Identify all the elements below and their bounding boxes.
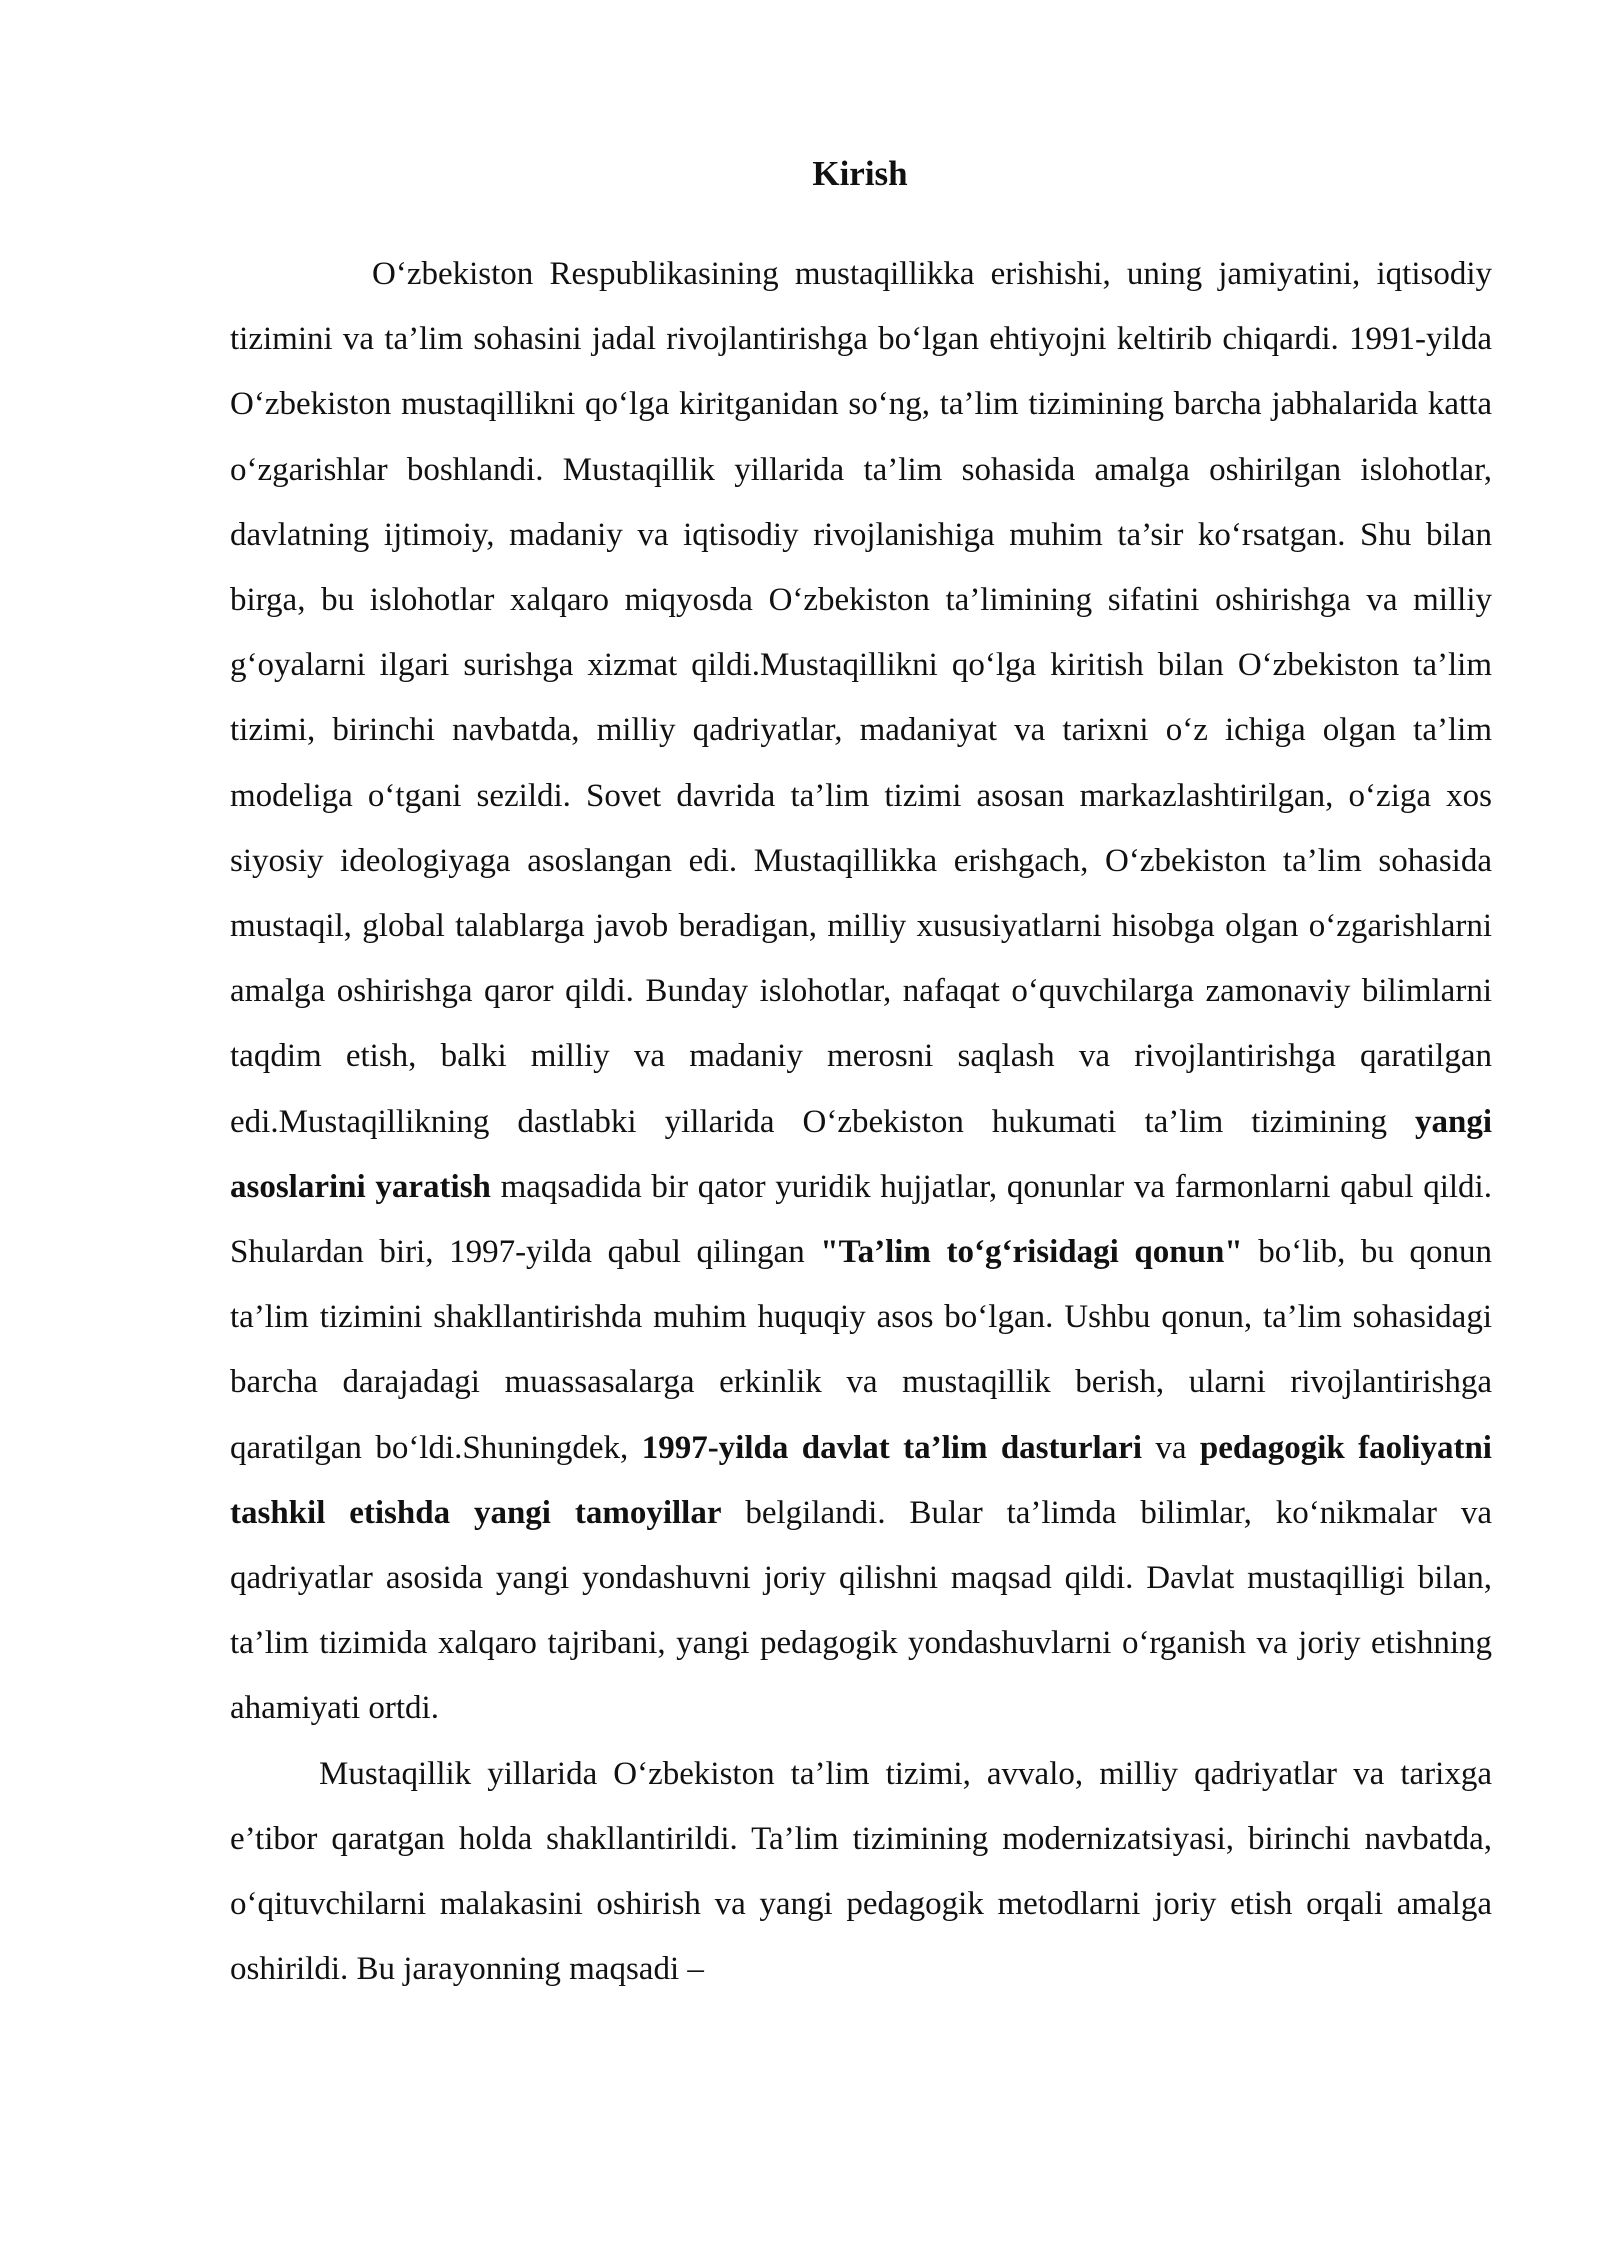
paragraph-1-text-4: va — [1141, 1429, 1200, 1466]
paragraph-2-text-1: Mustaqillik yillarida O‘zbekiston ta’lim tizimi, avvalo, milliy qadriyatlar va tarixga e’tibor qaratgan holda shakllantirildi. Ta’lim tizimining modernizatsiyasi, birinchi navbatda, o‘qituvchilarni malakasini oshirish va yangi pedagogik metodlarni joriy etish orqali amalga oshirildi. Bu jarayonning maqsadi – — [230, 1755, 1492, 1988]
paragraph-1-text-1: O‘zbekiston Respublikasining mustaqillikka erishishi, uning jamiyatini, iqtisodiy tizimini va ta’lim sohasini jadal rivojlantirishga bo‘lgan ehtiyojni keltirib chiqardi. 1991-yilda O‘zbekiston mustaqillikni qo‘lga kiritganidan so‘ng, ta’lim tizimining barcha jabhalarida katta o‘zgarishlar boshlandi. Mustaqillik yillarida ta’lim sohasida amalga oshirilgan islohotlar, davlatning ijtimoiy, madaniy va iqtisodiy rivojlanishiga muhim ta’sir ko‘rsatgan. Shu bilan birga, bu islohotlar xalqaro miqyosda O‘zbekiston ta’limining sifatini oshirishga va milliy g‘oyalarni ilgari surishga xizmat qildi.Mustaqillikni qo‘lga kiritish bilan O‘zbekiston ta’lim tizimi, birinchi navbatda, milliy qadriyatlar, madaniyat va tarixni o‘z ichiga olgan ta’lim modeliga o‘tgani sezildi. Sovet davrida ta’lim tizimi asosan markazlashtirilgan, o‘ziga xos siyosiy ideologiyaga asoslangan edi. Mustaqillikka erishgach, O‘zbekiston ta’lim sohasida mustaqil, global talablarga javob beradigan, milliy xususiyatlarni hisobga olgan o‘zgarishlarni amalga oshirishga qaror qildi. Bunday islohotlar, nafaqat o‘quvchilarga zamonaviy bilimlarni taqdim etish, balki milliy va madaniy merosni saqlash va rivojlantirishga qaratilgan edi.Mustaqillikning dastlabki yillarida O‘zbekiston hukumati ta’lim tizimining — [230, 256, 1492, 1140]
bold-phrase-yangi-asoslarini-yaratish: yangi asoslarini yaratish — [230, 1103, 1492, 1205]
document-body — [230, 242, 1492, 2002]
paragraph-1 — [230, 242, 1492, 1742]
bold-phrase-pedagogik-faoliyat: pedagogik faoliyatni tashkil etishda yangi tamoyillar — [230, 1429, 1492, 1531]
page-title: Kirish — [812, 154, 908, 193]
paragraph-1-text-5: belgilandi. Bular ta’limda bilimlar, ko‘nikmalar va qadriyatlar asosida yangi yondashuvni joriy qilishni maqsad qildi. Davlat mustaqilligi bilan, ta’lim tizimida xalqaro tajribani, yangi pedagogik yondashuvlarni o‘rganish va joriy etishning ahamiyati ortdi. — [230, 1494, 1492, 1727]
paragraph-2 — [230, 1742, 1492, 2003]
paragraph-1-text-3: bo‘lib, bu qonun ta’lim tizimini shakllantirishda muhim huquqiy asos bo‘lgan. Ushbu qonun, ta’lim sohasidagi barcha darajadagi muassasalarga erkinlik va mustaqillik berish, ularni rivojlantirishga qaratilgan bo‘ldi.Shuningdek, — [230, 1234, 1493, 1466]
bold-phrase-davlat-talim-dasturlari: 1997-yilda davlat ta’lim dasturlari — [641, 1429, 1142, 1466]
bold-phrase-talim-togrisidagi-qonun: "Ta’lim to‘g‘risidagi qonun" — [820, 1234, 1243, 1271]
paragraph-1-text-2: maqsadida bir qator yuridik hujjatlar, qonunlar va farmonlarni qabul qildi. Shulardan biri, 1997-yilda qabul qilingan — [230, 1168, 1492, 1271]
